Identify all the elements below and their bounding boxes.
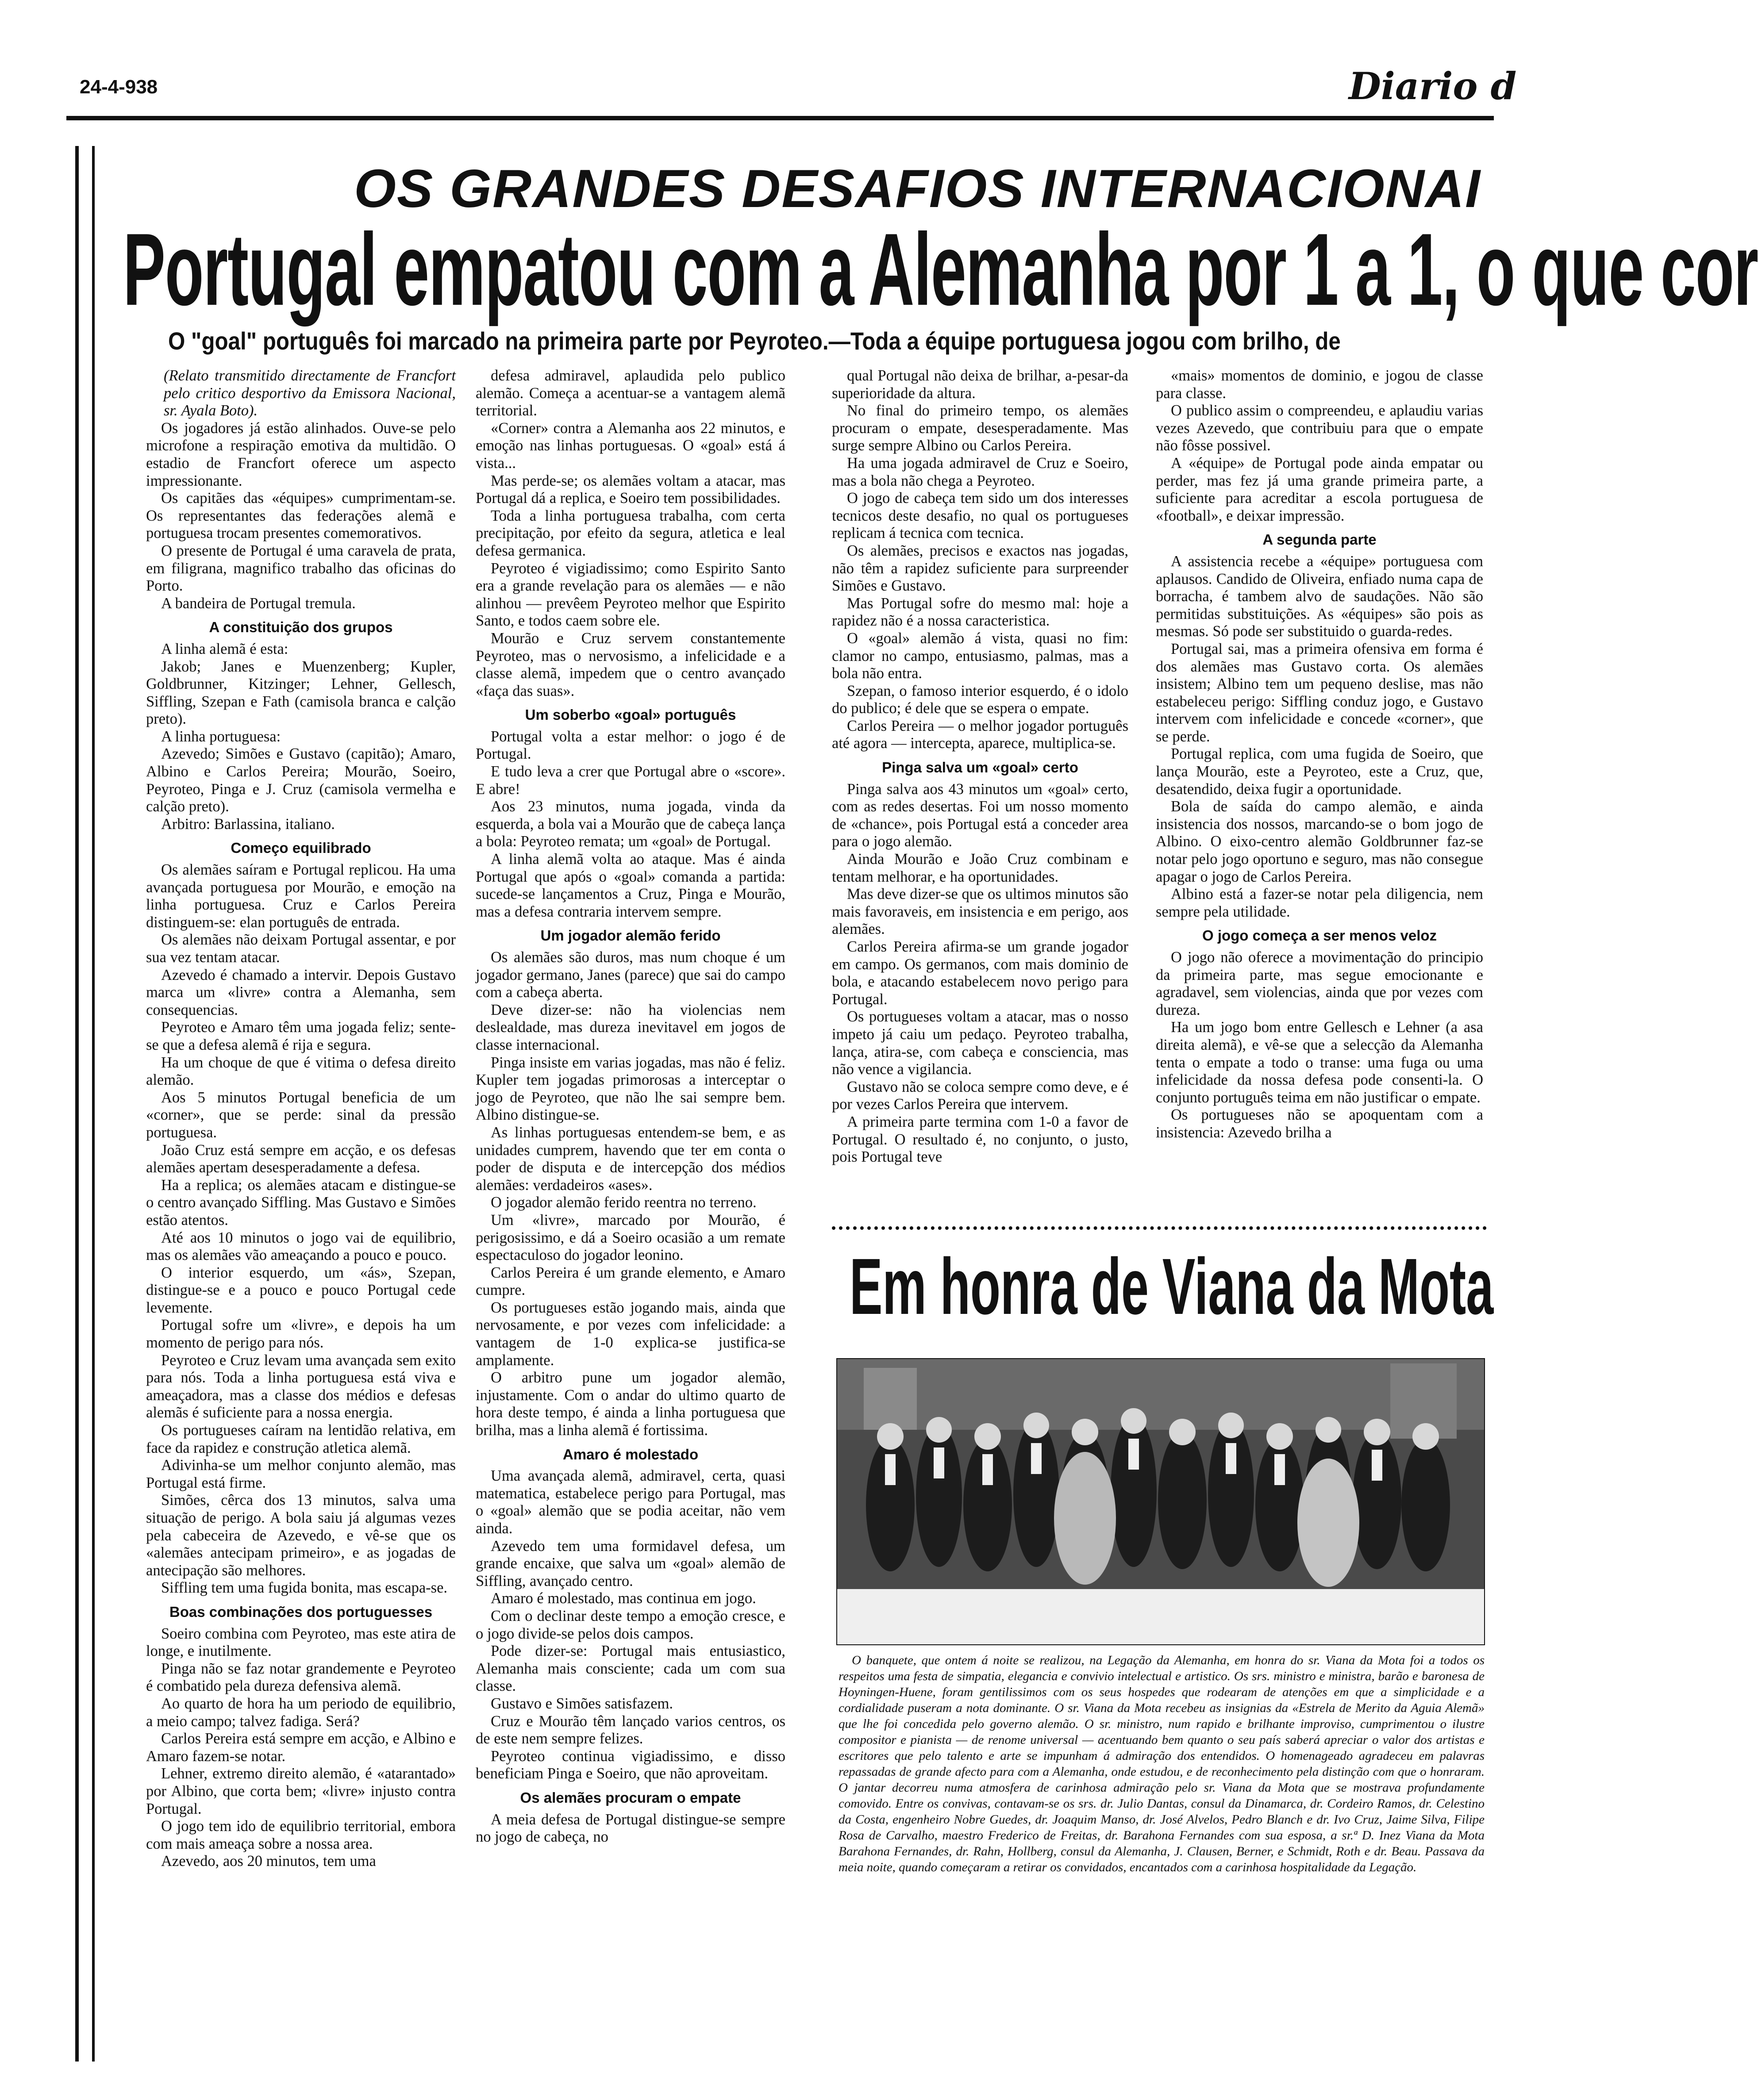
banquet-photo (836, 1358, 1485, 1645)
subheading: A constituição dos grupos (209, 619, 393, 636)
paragraph-group (476, 367, 785, 700)
paragraph: A linha portuguesa: (161, 728, 281, 745)
paragraph-group (146, 861, 456, 1597)
subheading: Boas combinações dos portuguesses (169, 1603, 433, 1620)
paragraph: Os portugueses não se apoquentam com a insistencia: Azevedo brilha a (1156, 1106, 1483, 1141)
paragraph: Peyroteo é vigiadissimo; como Espirito Santo era a grande revelação para os alemães — e não alinhou — prevêem Peyroteo melhor que Espirito Santo, e todos caem sobre ele. (476, 560, 785, 630)
article-column-3 (832, 367, 1128, 1168)
paragraph: Ao quarto de hora ha um periodo de equilibrio, a meio campo; talvez fadiga. Será? (146, 1695, 456, 1730)
paragraph: A assistencia recebe a «équipe» portuguesa com aplausos. Candido de Oliveira, enfiado numa capa de borracha, é tambem alvo de saudações. Não são permitidas substituições. As «équipes» são pois as mesmas. Só pode ser substituido o guarda-redes. (1156, 553, 1483, 640)
paragraph: Os portugueses estão jogando mais, ainda que nervosamente, e por vezes com infelicidade: a vantagem de 1-0 explica-se justifica-se amplamente. (476, 1299, 785, 1369)
paragraph: Ainda Mourão e João Cruz combinam e tentam melhorar, e ha oportunidades. (832, 851, 1128, 885)
paragraph: qual Portugal não deixa de brilhar, a-pesar-da superioridade da altura. (832, 367, 1128, 402)
paragraph: Portugal volta a estar melhor: o jogo é de Portugal. (476, 728, 785, 763)
paragraph: Pinga insiste em varias jogadas, mas não é feliz. Kupler tem jogadas primorosas a interceptar o jogo de Peyroteo, que não lhe sai sempre bem. Albino distingue-se. (476, 1054, 785, 1124)
paragraph-group (146, 641, 456, 833)
paragraph-group (832, 367, 1128, 752)
paragraph: Ha um choque de que é vitima o defesa direito alemão. (146, 1054, 456, 1089)
paragraph: A meia defesa de Portugal distingue-se sempre no jogo de cabeça, no (476, 1811, 785, 1846)
box-divider (832, 1226, 1487, 1230)
paragraph: O jogo não oferece a movimentação do principio da primeira parte, mas segue emocionante e agradavel, sem violencias, ainda que por vezes com dureza. (1156, 949, 1483, 1018)
paragraph: Mas Portugal sofre do mesmo mal: hoje a rapidez não é a nossa caracteristica. (832, 595, 1128, 630)
caption-text: O banquete, que ontem á noite se realizou, na Legação da Alemanha, em honra do sr. Viana da Mota foi a todos os respeitos uma festa de simpatia, elegancia e convivio intelectual e artistico. Os srs. ministro e ministra, barão e baronesa de Hoyningen-Huene, foram gentilissimos com os seus hospedes que rodearam de atenções em que a simplicidade e a cordialidade puseram a nota dominante. O sr. Viana da Mota recebeu as insignias da «Estrela de Merito da Aguia Alemã» que lhe foi concedida pelo governo alemão. O sr. ministro, num rapido e brilhante improviso, cumprimentou o ilustre compositor e pianista — de renome universal — acentuando bem quanto o seu país saberá apreciar o valor dos artistas e escritores que pelo talento e arte se impunham á admiração dos entendidos. O homenageado agradeceu em palavras repassadas de grande afecto para com a Alemanha, onde estudou, e de reconhecimento pela distinção com que o honraram. O jantar decorreu numa atmosfera de carinhosa admiração pelo sr. Viana da Mota que se mostrava profundamente comovido. Entre os convivas, contavam-se os srs. dr. Julio Dantas, consul da Dinamarca, dr. Cordeiro Ramos, dr. Celestino da Costa, engenheiro Nobre Guedes, dr. Joaquim Manso, dr. José Alvelos, Pedro Blanch e dr. Ivo Cruz, Jaime Silva, Filipe Rosa de Carvalho, maestro Frederico de Freitas, dr. Barahona Fernandes com sua esposa, a sr.ª D. Inez Viana da Mota Barahona Fernandes, dr. Rahn, Hollberg, consul da Alemanha, J. Clausen, Berner, e Schmidt, Roth e dr. Beau. Passava da meia noite, quando começaram a retirar os convidados, encantados com a carinhosa hospitalidade da Legação. (839, 1653, 1485, 1874)
photo-caption (839, 1652, 1485, 1875)
paragraph: Szepan, o famoso interior esquerdo, é o idolo do publico; é dele que se espera o empate. (832, 682, 1128, 717)
paragraph: Deve dizer-se: não ha violencias nem deslealdade, mas dureza inevitavel em jogos de classe internacional. (476, 1001, 785, 1053)
paragraph: A linha alemã é esta: (161, 640, 289, 657)
paragraph: Gustavo não se coloca sempre como deve, e é por vezes Carlos Pereira que intervem. (832, 1078, 1128, 1113)
paragraph: Portugal replica, com uma fugida de Soeiro, que lança Mourão, este a Peyroteo, este a Cruz, que, desatendido, deixa fugir a oportunidade. (1156, 745, 1483, 798)
paragraph: João Cruz está sempre em acção, e os defesas alemães apertam desesperadamente a defesa. (146, 1141, 456, 1176)
paragraph: Albino está a fazer-se notar pela diligencia, nem sempre pela utilidade. (1156, 886, 1483, 920)
paragraph: «mais» momentos de dominio, e jogou de classe para classe. (1156, 367, 1483, 402)
paragraph: Carlos Pereira está sempre em acção, e Albino e Amaro fazem-se notar. (146, 1730, 456, 1765)
paragraph: A linha alemã volta ao ataque. Mas é ainda Portugal que após o «goal» comanda a partida: sucede-se lançamentos a Cruz, Pinga e Mourão, mas a defesa contraria intervem sempre. (476, 851, 785, 920)
paragraph: Azevedo é chamado a intervir. Depois Gustavo marca um «livre» contra a Alemanha, sem consequencias. (146, 966, 456, 1018)
paragraph-group (476, 728, 785, 921)
paragraph: O presente de Portugal é uma caravela de prata, em filigrana, magnifico trabalho das oficinas do Porto. (146, 542, 456, 595)
paragraph: Adivinha-se um melhor conjunto alemão, mas Portugal está firme. (146, 1457, 456, 1491)
paragraph: O jogo de cabeça tem sido um dos interesses tecnicos deste desafio, no qual os portugueses replicam á tecnica com tecnica. (832, 490, 1128, 542)
paragraph: No final do primeiro tempo, os alemães procuram o empate, desesperadamente. Mas surge sempre Albino ou Carlos Pereira. (832, 402, 1128, 454)
paragraph: Bola de saída do campo alemão, e ainda insistencia dos nossos, marcando-se o bom jogo de Albino. O eixo-centro alemão Goldbrunner faz-se notar pelo jogo oportuno e seguro, mas não consegue apagar o jogo de Carlos Pereira. (1156, 798, 1483, 885)
paragraph: Portugal sofre um «livre», e depois ha um momento de perigo para nós. (146, 1317, 456, 1351)
paragraph-group (146, 1625, 456, 1870)
left-margin-bars (75, 146, 95, 2062)
paragraph: Siffling tem uma fugida bonita, mas escapa-se. (161, 1579, 448, 1597)
paragraph: Azevedo tem uma formidavel defesa, um grande encaixe, que salva um «goal» alemão de Siffling, avançado centro. (476, 1537, 785, 1589)
paragraph: Simões, cêrca dos 13 minutos, salva uma situação de perigo. A bola saiu já algumas vezes pela cabeceira de Azevedo, e vê-se que os «alemães antecipam primeiro», e as jogadas de antecipação são melhores. (146, 1492, 456, 1579)
article-column-2 (476, 367, 785, 1846)
paragraph: Aos 5 minutos Portugal beneficia de um «corner», que se perde: sinal da pressão portuguesa. (146, 1089, 456, 1141)
paragraph: «Corner» contra a Alemanha aos 22 minutos, e emoção nas linhas portuguesas. O «goal» está á vista... (476, 419, 785, 472)
paragraph: Arbitro: Barlassina, italiano. (161, 815, 335, 833)
paragraph: O jogo tem ido de equilibrio territorial, embora com mais ameaça sobre a nossa area. (146, 1818, 456, 1852)
paragraph-group (1156, 367, 1483, 525)
paragraph: Gustavo e Simões satisfazem. (491, 1695, 673, 1712)
newspaper-masthead: Diario d (1349, 64, 1517, 108)
issue-date: 24-4-938 (80, 76, 158, 98)
paragraph: Peyroteo e Cruz levam uma avançada sem exito para nós. Toda a linha portuguesa está viva e ameaçadora, mas a classe dos médios e defesas alemãs é suficiente para a nossa energia. (146, 1351, 456, 1421)
paragraph: E tudo leva a crer que Portugal abre o «score». E abre! (476, 763, 785, 798)
paragraph: O jogador alemão ferido reentra no terreno. (491, 1194, 757, 1211)
paragraph: Os jogadores já estão alinhados. Ouve-se pelo microfone a respiração emotiva da multidão. O estadio de Francfort oferece um aspecto impressionante. (146, 419, 456, 489)
paragraph-group (476, 1811, 785, 1846)
paragraph: A «équipe» de Portugal pode ainda empatar ou perder, mas fez já uma grande primeira parte, a suficiente para acreditar a escola portuguesa de «football», e deixar impressão. (1156, 454, 1483, 524)
paragraph: Soeiro combina com Peyroteo, mas este atira de longe, e inutilmente. (146, 1625, 456, 1660)
paragraph: O interior esquerdo, um «ás», Szepan, distingue-se e a pouco e pouco Portugal cede levemente. (146, 1264, 456, 1316)
subheading: Pinga salva um «goal» certo (882, 759, 1078, 776)
paragraph: Os portugueses voltam a atacar, mas o nosso impeto já caiu um pedaço. Peyroteo trabalha, lança, atira-se, com cabeça e consciencia, mas não vence a vigilancia. (832, 1008, 1128, 1078)
paragraph: As linhas portuguesas entendem-se bem, e as unidades cumprem, havendo que ter em conta o poder de disputa e de intercepção dos médios alemães: verdadeiros «ases». (476, 1124, 785, 1194)
paragraph: O arbitro pune um jogador alemão, injustamente. Com o andar do ultimo quarto de hora deste tempo, é ainda a linha portuguesa que brilha, mas a linha alemã é fortissima. (476, 1369, 785, 1439)
paragraph: Mourão e Cruz servem constantemente Peyroteo, mas o nervosismo, a infelicidade e a classe alemã, impedem que o centro avançado «faça das suas». (476, 630, 785, 699)
paragraph: Peyroteo continua vigiadissimo, e disso beneficiam Pinga e Soeiro, que não aproveitam. (476, 1747, 785, 1782)
paragraph: Pinga não se faz notar grandemente e Peyroteo é combatido pela dureza defensiva alemã. (146, 1660, 456, 1695)
paragraph: Peyroteo e Amaro têm uma jogada feliz; sente-se que a defesa alemã é rija e segura. (146, 1019, 456, 1053)
paragraph: Azevedo; Simões e Gustavo (capitão); Amaro, Albino e Carlos Pereira; Mourão, Soeiro, Peyroteo, Pinga e J. Cruz (camisola vermelha e calção preto). (146, 745, 456, 815)
paragraph: A primeira parte termina com 1-0 a favor de Portugal. O resultado é, no conjunto, o justo, pois Portugal teve (832, 1113, 1128, 1166)
top-rule (66, 116, 1494, 120)
subheadline: O "goal" português foi marcado na primeira parte por Peyroteo.—Toda a équipe portuguesa jogou com brilho, de (168, 327, 1341, 355)
paragraph: Portugal sai, mas a primeira ofensiva em forma é dos alemães mas Gustavo corta. Os alemães insistem; Albino tem um pequeno deslise, mas não estabeleceu perigo: Siffling conduz jogo, e Gustavo intervem com infelicidade e concede «corner», que se perde. (1156, 640, 1483, 745)
paragraph: Os alemães, precisos e exactos nas jogadas, não têm a rapidez suficiente para surpreender Simões e Gustavo. (832, 542, 1128, 595)
paragraph: Ha um jogo bom entre Gellesch e Lehner (a asa direita alemã), e vê-se que a selecção da Alemanha tenta o empate a todo o transe: uma fuga ou uma infelicidade da nossa defesa pode consenti-la. O conjunto português teima em não justificar o empate. (1156, 1019, 1483, 1106)
paragraph: Lehner, extremo direito alemão, é «atarantado» por Albino, que corta bem; «livre» injusto contra Portugal. (146, 1765, 456, 1817)
paragraph: Os capitães das «équipes» cumprimentam-se. Os representantes das federações alemã e portuguesa trocam presentes comemorativos. (146, 490, 456, 542)
paragraph: Ha uma jogada admiravel de Cruz e Soeiro, mas a bola não chega a Peyroteo. (832, 454, 1128, 489)
paragraph: Uma avançada alemã, admiravel, certa, quasi matematica, estabelece perigo para Portugal, mas o «goal» alemão que se podia aceitar, não vem ainda. (476, 1467, 785, 1537)
paragraph: Carlos Pereira é um grande elemento, e Amaro cumpre. (476, 1264, 785, 1299)
paragraph: Os portugueses caíram na lentidão relativa, em face da rapidez e construção atletica alemã. (146, 1422, 456, 1456)
paragraph: defesa admiravel, aplaudida pelo publico alemão. Começa a acentuar-se a vantagem alemã territorial. (476, 367, 785, 419)
article-column-1 (146, 367, 456, 1870)
paragraph: O publico assim o compreendeu, e aplaudiu varias vezes Azevedo, que contribuiu para que o empate não fôsse possivel. (1156, 402, 1483, 454)
main-headline: Portugal empatou com a Alemanha por 1 a 1, o que cor (123, 212, 1758, 327)
subheading: Começo equilibrado (231, 840, 371, 856)
paragraph-group (476, 1467, 785, 1783)
paragraph: Os alemães saíram e Portugal replicou. Ha uma avançada portuguesa por Mourão, e emoção na linha portuguesa. Cruz e Carlos Pereira distinguem-se: elan português de entrada. (146, 861, 456, 931)
paragraph: Jakob; Janes e Muenzenberg; Kupler, Goldbrunner, Kitzinger; Lehner, Gellesch, Siffling, Szepan e Fath (camisola branca e calção preto). (146, 658, 456, 728)
section-kicker: OS GRANDES DESAFIOS INTERNACIONAI (354, 158, 1481, 219)
box-headline: Em honra de Viana da Mota (850, 1242, 1494, 1331)
paragraph: Carlos Pereira afirma-se um grande jogador em campo. Os germanos, com mais dominio de bola, e atacando estabelecem novo perigo para Portugal. (832, 938, 1128, 1008)
article-column-4 (1156, 367, 1483, 1208)
article-lead: (Relato transmitido directamente de Francfort pelo critico desportivo da Emissora Nacional, sr. Ayala Boto). (164, 367, 456, 419)
paragraph-group (832, 781, 1128, 1166)
subheading: Os alemães procuram o empate (520, 1789, 741, 1806)
paragraph: Até aos 10 minutos o jogo vai de equilibrio, mas os alemães vão ameaçando a pouco e pouco. (146, 1229, 456, 1264)
paragraph: Toda a linha portuguesa trabalha, com certa precipitação, por efeito da segura, atletica e leal defesa germanica. (476, 507, 785, 559)
paragraph: Azevedo, aos 20 minutos, tem uma (161, 1853, 376, 1870)
paragraph-group (1156, 553, 1483, 921)
paragraph-group (1156, 949, 1483, 1142)
subheading: Amaro é molestado (562, 1446, 699, 1463)
subheading: Um jogador alemão ferido (540, 927, 721, 944)
paragraph: Mas deve dizer-se que os ultimos minutos são mais favoraveis, em insistencia e em perigo, aos alemães. (832, 886, 1128, 938)
subheading: O jogo começa a ser menos veloz (1202, 927, 1437, 944)
subheading: Um soberbo «goal» português (525, 706, 736, 723)
paragraph: Ha a replica; os alemães atacam e distingue-se o centro avançado Siffling. Mas Gustavo e Simões estão atentos. (146, 1176, 456, 1229)
paragraph: Mas perde-se; os alemães voltam a atacar, mas Portugal dá a replica, e Soeiro tem possibilidades. (476, 472, 785, 507)
subheading: A segunda parte (1262, 531, 1377, 548)
paragraph: Com o declinar deste tempo a emoção cresce, e o jogo divide-se pelos dois campos. (476, 1607, 785, 1642)
paragraph: A bandeira de Portugal tremula. (161, 595, 356, 612)
banquet-photo-illustration (837, 1359, 1484, 1644)
paragraph-group (476, 949, 785, 1440)
paragraph: Pode dizer-se: Portugal mais entusiastico, Alemanha mais consciente; cada um com sua classe. (476, 1643, 785, 1695)
paragraph-group (146, 420, 456, 613)
paragraph: Cruz e Mourão têm lançado varios centros, os de este nem sempre felizes. (476, 1712, 785, 1747)
paragraph: Pinga salva aos 43 minutos um «goal» certo, com as redes desertas. Foi um nosso momento de «chance», pois Portugal está a conceder area para o jogo alemão. (832, 780, 1128, 850)
paragraph: Amaro é molestado, mas continua em jogo. (491, 1590, 756, 1607)
paragraph: O «goal» alemão á vista, quasi no fim: clamor no campo, entusiasmo, palmas, mas a bola não entra. (832, 630, 1128, 682)
paragraph: Carlos Pereira — o melhor jogador português até agora — intercepta, aparece, multiplica-se. (832, 717, 1128, 752)
paragraph: Os alemães não deixam Portugal assentar, e por sua vez tentam atacar. (146, 931, 456, 966)
paragraph: Aos 23 minutos, numa jogada, vinda da esquerda, a bola vai a Mourão que de cabeça lança a bola: Peyroteo remata; um «goal» de Portugal. (476, 798, 785, 850)
paragraph: Os alemães são duros, mas num choque é um jogador germano, Janes (parece) que sai do campo com a cabeça aberta. (476, 949, 785, 1001)
paragraph: Um «livre», marcado por Mourão, é perigosissimo, e dá a Soeiro ocasião a um remate espectaculoso do jogador leonino. (476, 1211, 785, 1264)
